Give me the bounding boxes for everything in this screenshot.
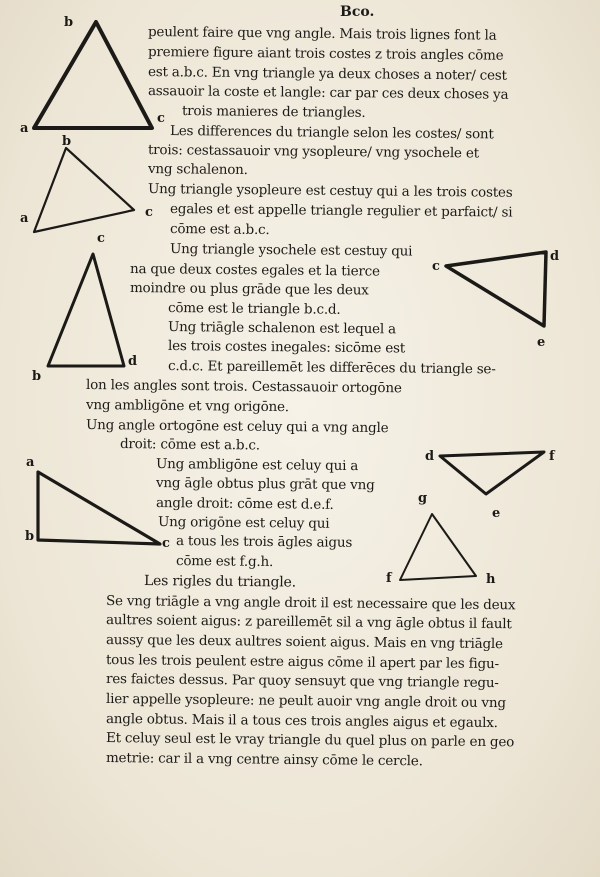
- text-line: aussy que les deux aultres soient aigus. Mais en vng triāgle: [105, 632, 503, 653]
- text-line: Les differences du triangle selon les costes/ sont: [169, 123, 494, 143]
- text-line: les trois costes inegales: sicōme est: [167, 338, 406, 357]
- label-f2-b: b: [62, 134, 72, 149]
- text-line: Ung origōne est celuy qui: [157, 514, 330, 532]
- label-f6-f: f: [549, 449, 555, 464]
- text-line: trois: cestassauoir vng ysopleure/ vng ysochele et: [147, 142, 479, 162]
- label-f5-b: b: [25, 529, 35, 544]
- text-line: angle obtus. Mais il a tous ces trois angles aigus et egaulx.: [105, 711, 498, 732]
- label-f2-a: a: [20, 211, 29, 226]
- figure-triangle-abc-2: [34, 148, 134, 232]
- label-f7-h: h: [486, 572, 496, 587]
- text-line: tous les trois peulent estre aigus cōme il apert par les figu-: [105, 652, 499, 673]
- label-f5-c: c: [162, 536, 170, 551]
- text-line: cōme est a.b.c.: [169, 221, 270, 239]
- text-line: Ung angle ortogōne est celuy qui a vng angle: [85, 417, 389, 437]
- text-line: Ung ambligōne est celuy qui a: [155, 456, 359, 475]
- text-line: trois manieres de triangles.: [181, 103, 366, 121]
- label-f1-c: c: [157, 111, 165, 126]
- figure-triangle-cde: [446, 252, 546, 326]
- label-f3-b: b: [32, 369, 42, 384]
- label-f4-d: d: [550, 249, 560, 264]
- text-line: moindre ou plus grāde que les deux: [129, 280, 369, 299]
- label-f1-b: b: [64, 15, 74, 30]
- label-f4-c: c: [432, 259, 440, 274]
- text-line: lier appelle ysopleure: ne peult auoir vng angle droit ou vng: [105, 691, 506, 712]
- text-line: aultres soient aigus: z pareillemēt sil a vng āgle obtus il fault: [105, 612, 512, 633]
- text-line: metrie: car il a vng centre ainsy cōme le cercle.: [105, 750, 423, 770]
- label-f7-g: g: [418, 491, 428, 506]
- label-f6-e: e: [492, 506, 501, 521]
- label-f5-a: a: [26, 455, 35, 470]
- text-line: Ung triangle ysochele est cestuy qui: [169, 241, 413, 260]
- figure-triangle-obtuse-def: [440, 452, 544, 494]
- label-f1-a: a: [20, 121, 29, 136]
- text-line: a tous les trois āgles aigus: [175, 533, 353, 551]
- text-line: premiere figure aiant trois costes z trois angles cōme: [147, 44, 504, 64]
- label-f6-d: d: [425, 449, 435, 464]
- text-line: cōme est f.g.h.: [175, 553, 274, 571]
- text-line: c.d.c. Et pareillemēt les differēces du triangle se-: [167, 358, 496, 378]
- text-line: Et celuy seul est le vray triangle du quel plus on parle en geo: [105, 730, 515, 751]
- text-line: Ung triangle ysopleure est cestuy qui a les trois costes: [147, 181, 513, 201]
- text-line: na que deux costes egales et la tierce: [129, 261, 380, 280]
- label-f4-e: e: [537, 335, 546, 350]
- text-line: egales et est appelle triangle regulier et parfaict/ si: [169, 201, 513, 221]
- label-f7-f: f: [386, 571, 392, 586]
- page-signature: Bco.: [340, 4, 375, 20]
- text-line: angle droit: cōme est d.e.f.: [155, 495, 334, 513]
- label-f3-d: d: [128, 354, 138, 369]
- text-line: vng āgle obtus plus grāt que vng: [155, 475, 375, 494]
- text-line: lon les angles sont trois. Cestassauoir ortogōne: [85, 377, 402, 397]
- label-f3-c: c: [97, 231, 105, 246]
- text-line: peulent faire que vng angle. Mais trois lignes font la: [147, 24, 497, 44]
- text-line: res faictes dessus. Par quoy sensuyt que vng triangle regu-: [105, 671, 499, 692]
- figure-triangle-bcd: [48, 254, 124, 366]
- text-line: Les rigles du triangle.: [143, 573, 296, 591]
- figure-triangle-abc-1: [34, 22, 152, 128]
- text-line: assauoir la coste et langle: car par ces deux choses ya: [147, 83, 509, 103]
- text-line: vng schalenon.: [147, 161, 248, 179]
- text-line: Ung triāgle schalenon est lequel a: [167, 319, 397, 338]
- text-line: cōme est le triangle b.c.d.: [167, 300, 341, 318]
- text-line: est a.b.c. En vng triangle ya deux choses a noter/ cest: [147, 64, 507, 84]
- text-line: Se vng triāgle a vng angle droit il est necessaire que les deux: [105, 593, 516, 614]
- figure-triangle-acute-fgh: [400, 514, 476, 580]
- text-line: droit: cōme est a.b.c.: [119, 436, 261, 454]
- text-line: vng ambligōne et vng origōne.: [85, 397, 290, 416]
- label-f2-c: c: [145, 205, 153, 220]
- figure-triangle-right-abc: [38, 472, 160, 544]
